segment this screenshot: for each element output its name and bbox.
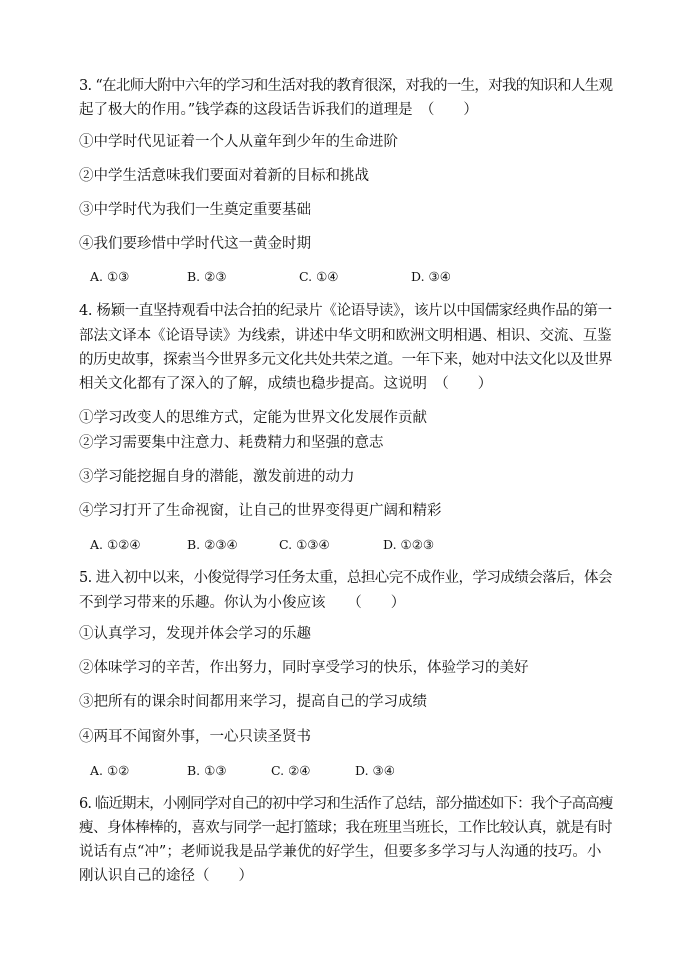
question-stem-line: 部法文译本《论语导读》为线索，讲述中华文明和欧洲文明相遇、相识、交流、互鉴 — [79, 328, 612, 344]
question-stem-line: 4. 杨颖一直坚持观看中法合拍的纪录片《论语导读》，该片以中国儒家经典作品的第一 — [79, 303, 612, 319]
option-b: B. ①③ — [187, 763, 227, 778]
question-stem-line: 不到学习带来的乐趣。你认为小俊应该 （ ） — [79, 595, 406, 611]
option-d: D. ①②③ — [383, 537, 435, 552]
statement: ②体味学习的辛苦，作出努力，同时享受学习的快乐，体验学习的美好 — [79, 660, 529, 676]
question-stem-line: 说话有点“冲”；老师说我是品学兼优的好学生，但要多多学习与人沟通的技巧。小 — [79, 844, 602, 860]
statement: ④学习打开了生命视窗，让自己的世界变得更广阔和精彩 — [79, 503, 442, 519]
question-stem-line: 相关文化都有了深入的了解，成绩也稳步提高。这说明 （ ） — [79, 376, 493, 392]
statement: ①中学时代见证着一个人从童年到少年的生命进阶 — [79, 134, 398, 150]
question-stem-line: 的历史故事，探索当今世界多元文化共处共荣之道。一年下来，她对中法文化以及世界 — [79, 352, 612, 368]
statement: ③中学时代为我们一生奠定重要基础 — [79, 202, 311, 218]
option-a: A. ①②④ — [90, 537, 141, 552]
option-c: C. ②④ — [271, 763, 311, 778]
option-b: B. ②③④ — [187, 537, 238, 552]
question-stem-line: 起了极大的作用。”钱学森的这段话告诉我们的道理是 （ ） — [79, 102, 478, 118]
statement: ①学习改变人的思维方式，定能为世界文化发展作贡献 — [79, 410, 427, 426]
option-c: C. ①④ — [299, 269, 339, 284]
option-a: A. ①② — [90, 763, 130, 778]
option-d: D. ③④ — [355, 763, 395, 778]
question-stem-line: 6. 临近期末，小刚同学对自己的初中学习和生活作了总结，部分描述如下：我个子高高瘦 — [79, 796, 613, 812]
question-stem-line: 刚认识自己的途径（ ） — [79, 868, 253, 884]
option-c: C. ①③④ — [279, 537, 330, 552]
option-d: D. ③④ — [411, 269, 451, 284]
statement: ④两耳不闻窗外事，一心只读圣贤书 — [79, 729, 311, 745]
statement: ②中学生活意味我们要面对着新的目标和挑战 — [79, 168, 369, 184]
statement: ①认真学习，发现并体会学习的乐趣 — [79, 626, 311, 642]
question-stem-line: 5. 进入初中以来，小俊觉得学习任务太重，总担心完不成作业，学习成绩会落后，体会 — [79, 570, 612, 586]
option-a: A. ①③ — [90, 269, 130, 284]
question-stem-line: 瘦、身体棒棒的，喜欢与同学一起打篮球；我在班里当班长，工作比较认真，就是有时 — [79, 820, 612, 836]
statement: ④我们要珍惜中学时代这一黄金时期 — [79, 236, 311, 252]
statement: ②学习需要集中注意力、耗费精力和坚强的意志 — [79, 435, 384, 451]
statement: ③学习能挖掘自身的潜能，激发前进的动力 — [79, 469, 355, 485]
option-b: B. ②③ — [187, 269, 227, 284]
question-stem-line: 3. “在北师大附中六年的学习和生活对我的教育很深，对我的一生，对我的知识和人生观 — [79, 78, 613, 94]
statement: ③把所有的课余时间都用来学习，提高自己的学习成绩 — [79, 694, 427, 710]
